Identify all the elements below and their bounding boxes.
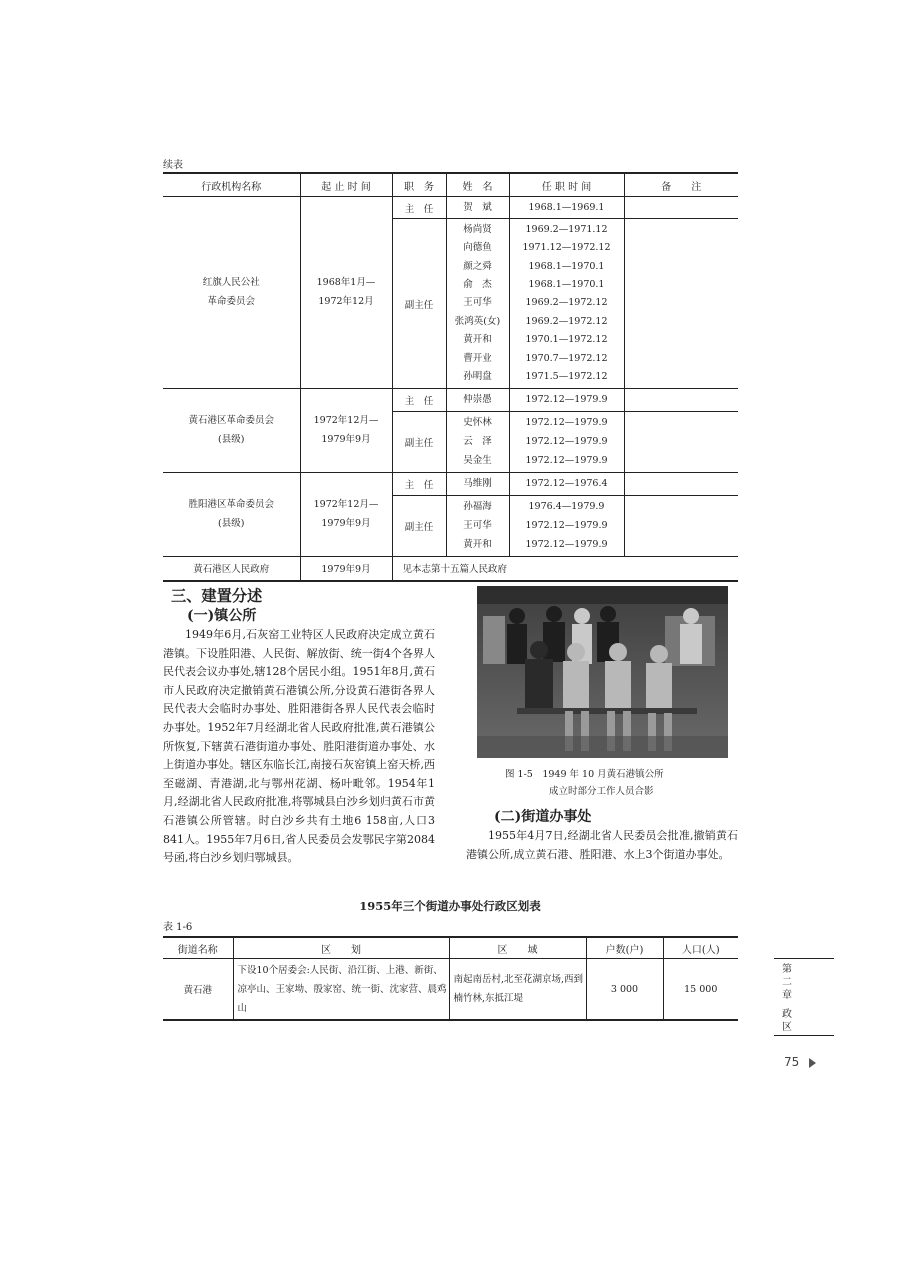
note-cell	[624, 411, 738, 472]
term-time: 1971.5—1972.12	[525, 371, 608, 383]
triangle-right-icon	[809, 1058, 816, 1068]
period-line: 1972年12月	[318, 296, 374, 308]
division-cell: 下设10个居委会:人民街、沿江街、上港、新街、凉亭山、王家坳、殷家窑、统一街、沈家营、晨鸡山	[233, 959, 449, 1021]
term-time: 1968.1—1969.1	[528, 201, 605, 213]
person-name: 贺 斌	[463, 201, 492, 213]
chapter-char: 章	[782, 990, 792, 1001]
chapter-char: 第	[782, 964, 792, 975]
term-time: 1968.1—1970.1	[528, 260, 605, 272]
role-cell: 主 任	[392, 197, 446, 219]
term-time: 1970.7—1972.12	[525, 352, 608, 364]
officials-table	[163, 172, 738, 582]
table1-header: 行政机构名称	[163, 173, 300, 197]
table2-row	[163, 959, 738, 1021]
term-time: 1972.12—1979.9	[525, 539, 608, 551]
section-char: 区	[782, 1022, 792, 1033]
period-cell	[300, 472, 392, 556]
note-cell	[624, 197, 738, 219]
section-char: 政	[782, 1009, 792, 1020]
term-time: 1972.12—1979.9	[525, 394, 608, 406]
org-name-line: (县级)	[218, 518, 245, 530]
org-name-line: 革命委员会	[207, 296, 255, 308]
org-name-line: 红旗人民公社	[202, 277, 260, 289]
period-cell	[300, 388, 392, 472]
table2-title: 1955年三个街道办事处行政区划表	[359, 899, 541, 913]
continued-label: 续表	[163, 160, 183, 171]
photo-caption-line2: 成立时部分工作人员合影	[549, 786, 654, 797]
term-time: 1976.4—1979.9	[528, 501, 605, 513]
name-cell	[446, 219, 509, 389]
table1-header: 备 注	[624, 173, 738, 197]
person-name: 颜之舜	[463, 260, 492, 272]
period-line: 1979年9月	[321, 518, 371, 530]
role-cell: 副主任	[392, 495, 446, 556]
table1-row	[163, 472, 738, 495]
paragraph-1: 1949年6月,石灰窑工业特区人民政府决定成立黄石港镇。下设胜阳港、人民街、解放街、统一街4个各界人民代表会议办事处,辖128个居民小组。1951年8月,黄石市人民政府决定撤销黄石港镇公所,分设黄石港街各界人民代表大会临时办事处、胜阳港街各界人民代表会临时办事处。1952年7月经湖北省人民政府批准,黄石港镇公所恢复,下辖黄石港街道办事处、胜阳港街道办事处、水上街道办事处。辖区东临长江,南接石灰窑镇上窑天桥,西至磁湖、青港湖,北与鄂州花湖、杨叶毗邻。1954年1月,经湖北省人民政府批准,将鄂城县白沙乡划归黄石市黄石港镇公所管辖。时白沙乡共有土地6 158亩,人口3 841人。1955年7月6日,省人民委员会发鄂民字第2084号函,将白沙乡划归鄂城县。	[163, 628, 435, 865]
term-time: 1972.12—1976.4	[525, 478, 608, 490]
person-name: 孙福海	[463, 501, 492, 513]
term-cell	[509, 197, 624, 219]
table1-header: 姓 名	[446, 173, 509, 197]
table2-label: 表 1-6	[163, 922, 193, 933]
term-time: 1971.12—1972.12	[522, 242, 611, 254]
historic-photo	[477, 586, 728, 758]
term-time: 1968.1—1970.1	[528, 279, 605, 291]
population-cell: 15 000	[663, 959, 738, 1021]
table1-row	[163, 388, 738, 411]
period-cell: 1979年9月	[300, 556, 392, 581]
table2-header: 户数(户)	[586, 937, 663, 959]
table1-row	[163, 197, 738, 219]
term-time: 1972.12—1979.9	[525, 455, 608, 467]
term-time: 1970.1—1972.12	[525, 334, 608, 346]
table1-header: 任 职 时 间	[509, 173, 624, 197]
person-name: 吴金生	[463, 455, 492, 467]
chapter-side-tab	[774, 958, 834, 1036]
term-cell	[509, 219, 624, 389]
person-name: 杨尚贤	[463, 223, 492, 235]
person-name: 向德鱼	[463, 242, 492, 254]
photo-caption-line1: 图 1-5 1949 年 10 月黄石港镇公所	[505, 769, 664, 780]
role-cell: 副主任	[392, 219, 446, 389]
org-name-cell: 黄石港区人民政府	[163, 556, 300, 581]
person-name: 云 泽	[463, 436, 492, 448]
term-time: 1972.12—1979.9	[525, 417, 608, 429]
role-cell: 主 任	[392, 388, 446, 411]
person-name: 王可华	[463, 520, 492, 532]
person-name: 王可华	[463, 297, 492, 309]
name-cell	[446, 472, 509, 495]
term-cell	[509, 495, 624, 556]
table2-header: 人口(人)	[663, 937, 738, 959]
table2-header: 街道名称	[163, 937, 233, 959]
period-line: 1972年12月—	[313, 415, 379, 427]
term-cell	[509, 388, 624, 411]
chapter-char: 二	[782, 977, 792, 988]
person-name: 黄开和	[463, 334, 492, 346]
name-cell	[446, 388, 509, 411]
period-line: 1968年1月—	[316, 277, 376, 289]
subsection-title-2: (二)街道办事处	[494, 809, 592, 825]
term-cell	[509, 411, 624, 472]
term-cell	[509, 472, 624, 495]
page-number: 75	[784, 1055, 816, 1069]
term-time: 1969.2—1972.12	[525, 297, 608, 309]
person-name: 孙明盘	[463, 371, 492, 383]
households-cell: 3 000	[586, 959, 663, 1021]
name-cell	[446, 411, 509, 472]
area-cell: 南起南岳村,北至花湖京场,西到楠竹林,东抵江堤	[449, 959, 586, 1021]
street-name-cell: 黄石港	[183, 985, 212, 996]
person-name: 马维刚	[463, 478, 492, 490]
role-cell: 主 任	[392, 472, 446, 495]
table1-header: 起 止 时 间	[300, 173, 392, 197]
note-cell: 见本志第十五篇人民政府	[392, 556, 738, 581]
table1-last-row	[163, 556, 738, 581]
name-cell	[446, 197, 509, 219]
term-time: 1972.12—1979.9	[525, 520, 608, 532]
org-name-line: 黄石港区革命委员会	[188, 415, 274, 427]
table2-header: 区 划	[233, 937, 449, 959]
note-cell	[624, 388, 738, 411]
term-time: 1969.2—1971.12	[525, 223, 608, 235]
note-cell	[624, 219, 738, 389]
name-cell	[446, 495, 509, 556]
period-line: 1979年9月	[321, 434, 371, 446]
table2-header: 区 域	[449, 937, 586, 959]
person-name: 仲崇愚	[463, 394, 492, 406]
period-cell	[300, 197, 392, 389]
role-cell: 副主任	[392, 411, 446, 472]
org-name-line: 胜阳港区革命委员会	[188, 499, 274, 511]
person-name: 俞 杰	[463, 279, 492, 291]
note-cell	[624, 472, 738, 495]
term-time: 1969.2—1972.12	[525, 315, 608, 327]
period-line: 1972年12月—	[313, 499, 379, 511]
term-time: 1972.12—1979.9	[525, 436, 608, 448]
person-name: 黄开和	[463, 539, 492, 551]
table1-header: 职 务	[392, 173, 446, 197]
person-name: 张鸿英(女)	[454, 315, 501, 327]
org-name-cell	[163, 197, 300, 389]
note-cell	[624, 495, 738, 556]
section-title: 三、建置分述	[171, 587, 263, 605]
person-name: 曹开业	[463, 352, 492, 364]
subsection-title-1: (一)镇公所	[187, 608, 257, 624]
paragraph-2: 1955年4月7日,经湖北省人民委员会批准,撤销黄石港镇公所,成立黄石港、胜阳港、水上3个街道办事处。	[466, 829, 738, 861]
person-name: 史怀林	[463, 417, 492, 429]
org-name-cell	[163, 388, 300, 472]
org-name-line: (县级)	[218, 434, 245, 446]
org-name-cell	[163, 472, 300, 556]
district-table	[163, 936, 738, 1021]
